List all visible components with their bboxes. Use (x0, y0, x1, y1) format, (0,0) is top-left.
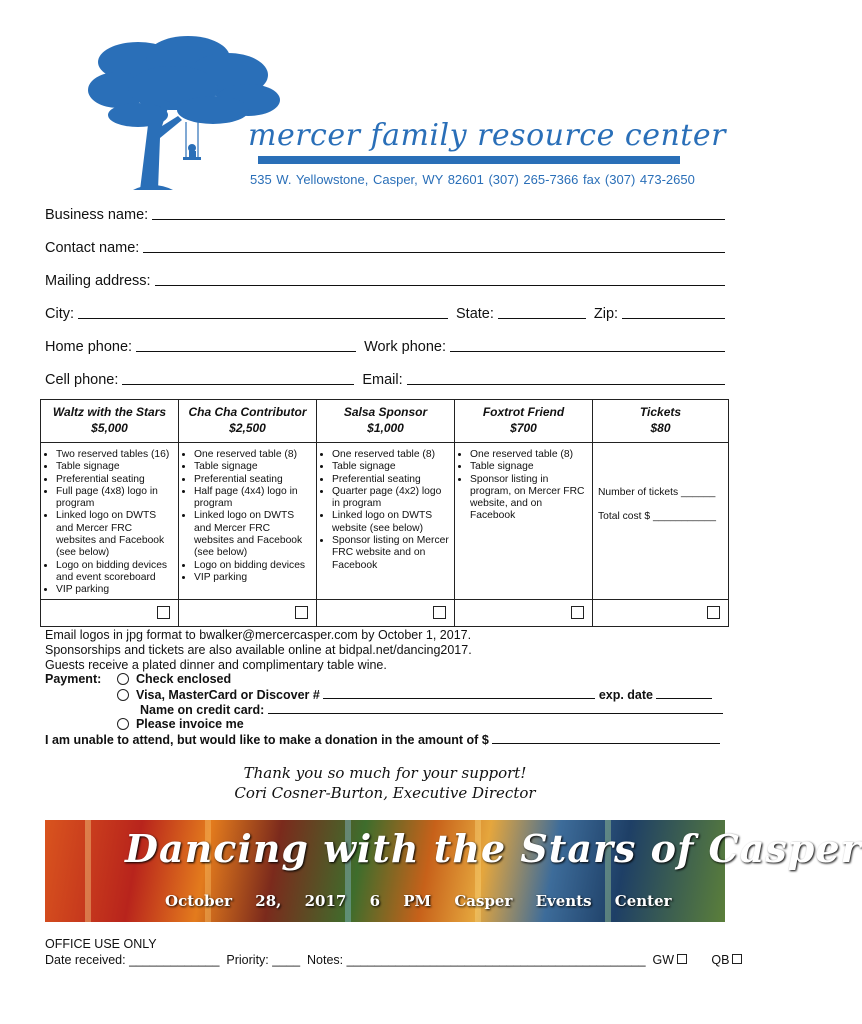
contact-name-label: Contact name: (45, 240, 140, 256)
list-item: • Half page (4x4) logo in program (194, 486, 313, 511)
contact-name-field[interactable] (143, 238, 725, 253)
date-received-field[interactable]: Date received: _____________ (45, 953, 220, 967)
work-phone-label: Work phone: (364, 339, 447, 355)
name-on-card-field[interactable] (268, 703, 723, 714)
salsa-benefits (317, 443, 455, 600)
business-name-field[interactable] (152, 205, 725, 220)
signature-line: Cori Cosner-Burton, Executive Director (234, 784, 536, 802)
list-item: • Quarter page (4x2) logo in program (332, 486, 451, 511)
check-option[interactable]: Check enclosed (117, 672, 231, 686)
gw-checkbox[interactable] (677, 954, 687, 964)
list-item: • One reserved table (8) (332, 449, 451, 461)
business-name-row (45, 201, 725, 223)
banner-title: Dancing with the Stars of Casper (125, 826, 862, 871)
list-item: • Table signage (194, 461, 313, 473)
work-phone-field[interactable] (450, 337, 725, 352)
sponsorship-table (40, 399, 729, 627)
exp-date-label: exp. date (598, 688, 653, 702)
tier-header-waltz: Waltz with the Stars $5,000 (41, 400, 179, 443)
state-field[interactable] (498, 304, 586, 319)
list-item: • Linked logo on DWTS and Mercer FRC websites and Facebook (see below) (194, 510, 313, 559)
name-on-card-row (140, 703, 723, 717)
payment-label: Payment: (45, 672, 102, 686)
city-label: City: (45, 306, 74, 322)
tier-header-tickets: Tickets $80 (593, 400, 729, 443)
check-radio[interactable] (117, 673, 129, 685)
tree-logo (78, 30, 288, 195)
total-cost-field[interactable]: Total cost $ ___________ (598, 511, 716, 522)
email-label: Email: (362, 372, 403, 388)
banner-details: October 28, 2017 6 PM Casper Events Center (165, 892, 672, 910)
home-phone-label: Home phone: (45, 339, 133, 355)
org-contact-info: 535 W. Yellowstone, Casper, WY 82601 (307) 265-7366 fax (307) 473-2650 (250, 172, 695, 187)
cell-phone-field[interactable] (122, 370, 354, 385)
dinner-note: Guests receive a plated dinner and complimentary table wine. (45, 658, 387, 672)
tickets-details (593, 443, 729, 600)
cell-email-row (45, 366, 725, 388)
event-banner (45, 820, 862, 922)
priority-field[interactable]: Priority: ____ (226, 953, 301, 967)
email-logos-note: Email logos in jpg format to bwalker@mercercasper.com by October 1, 2017. (45, 628, 472, 642)
list-item: • Preferential seating (194, 474, 313, 486)
salsa-select-cell (317, 599, 455, 626)
tier-header-chacha: Cha Cha Contributor $2,500 (179, 400, 317, 443)
business-name-label: Business name: (45, 207, 149, 223)
mailing-address-row (45, 267, 725, 289)
list-item: • Preferential seating (332, 474, 451, 486)
office-use-heading: OFFICE USE ONLY (45, 937, 157, 951)
chacha-select-cell (179, 599, 317, 626)
list-item: • One reserved table (8) (470, 449, 589, 461)
tier-header-foxtrot: Foxtrot Friend $700 (455, 400, 593, 443)
waltz-benefits (41, 443, 179, 600)
mailing-address-label: Mailing address: (45, 273, 151, 289)
tier-header-salsa: Salsa Sponsor $1,000 (317, 400, 455, 443)
cell-phone-label: Cell phone: (45, 372, 119, 388)
name-on-card-label: Name on credit card: (140, 703, 265, 717)
number-of-tickets-field[interactable]: Number of tickets ______ (598, 487, 716, 498)
foxtrot-benefits (455, 443, 593, 600)
list-item: • Linked logo on DWTS website (see below) (332, 510, 451, 535)
gw-label: GW (652, 953, 675, 967)
chacha-benefits (179, 443, 317, 600)
chacha-checkbox[interactable] (295, 606, 308, 619)
online-note: Sponsorships and tickets are also available online at bidpal.net/dancing2017. (45, 643, 472, 657)
list-item: • Linked logo on DWTS and Mercer FRC websites and Facebook (see below) (56, 510, 175, 559)
home-phone-field[interactable] (136, 337, 356, 352)
qb-checkbox[interactable] (732, 954, 742, 964)
notes-field[interactable]: Notes: ___________________________________________ (307, 953, 646, 967)
invoice-radio[interactable] (117, 718, 129, 730)
foxtrot-select-cell (455, 599, 593, 626)
donation-row (45, 733, 720, 747)
list-item: • Two reserved tables (16) (56, 449, 175, 461)
list-item: • VIP parking (194, 572, 313, 584)
list-item: • Sponsor listing on Mercer FRC website and on Facebook (332, 535, 451, 572)
list-item: • Preferential seating (56, 474, 175, 486)
list-item: • One reserved table (8) (194, 449, 313, 461)
foxtrot-checkbox[interactable] (571, 606, 584, 619)
tickets-select-cell (593, 599, 729, 626)
donation-amount-field[interactable] (492, 733, 720, 744)
list-item: • Table signage (56, 461, 175, 473)
mailing-address-field[interactable] (155, 271, 725, 286)
list-item: • Full page (4x8) logo in program (56, 486, 175, 511)
salsa-checkbox[interactable] (433, 606, 446, 619)
office-use-row (45, 953, 730, 967)
waltz-checkbox[interactable] (157, 606, 170, 619)
contact-name-row (45, 234, 725, 256)
list-item: • Sponsor listing in program, on Mercer FRC website, and on Facebook (470, 474, 589, 523)
zip-field[interactable] (622, 304, 725, 319)
tickets-checkbox[interactable] (707, 606, 720, 619)
list-item: • Logo on bidding devices (194, 560, 313, 572)
invoice-option[interactable]: Please invoice me (117, 717, 244, 731)
state-label: State: (456, 306, 494, 322)
zip-label: Zip: (593, 306, 619, 322)
thank-you-line: Thank you so much for your support! (243, 764, 527, 782)
qb-label: QB (711, 953, 730, 967)
exp-date-field[interactable] (656, 688, 712, 699)
waltz-select-cell (41, 599, 179, 626)
org-name: mercer family resource center (248, 118, 726, 153)
logo-underline-bar (258, 156, 680, 164)
email-field[interactable] (407, 370, 725, 385)
card-radio[interactable] (117, 689, 129, 701)
card-option[interactable]: Visa, MasterCard or Discover # exp. date (117, 688, 712, 702)
city-state-zip-row (45, 300, 725, 322)
phone-row (45, 333, 725, 355)
donation-label: I am unable to attend, but would like to make a donation in the amount of $ (45, 733, 489, 747)
list-item: • Table signage (470, 461, 589, 473)
list-item: • Logo on bidding devices and event scoreboard (56, 560, 175, 585)
city-field[interactable] (78, 304, 448, 319)
list-item: • Table signage (332, 461, 451, 473)
card-number-field[interactable] (323, 688, 595, 699)
list-item: • VIP parking (56, 584, 175, 596)
